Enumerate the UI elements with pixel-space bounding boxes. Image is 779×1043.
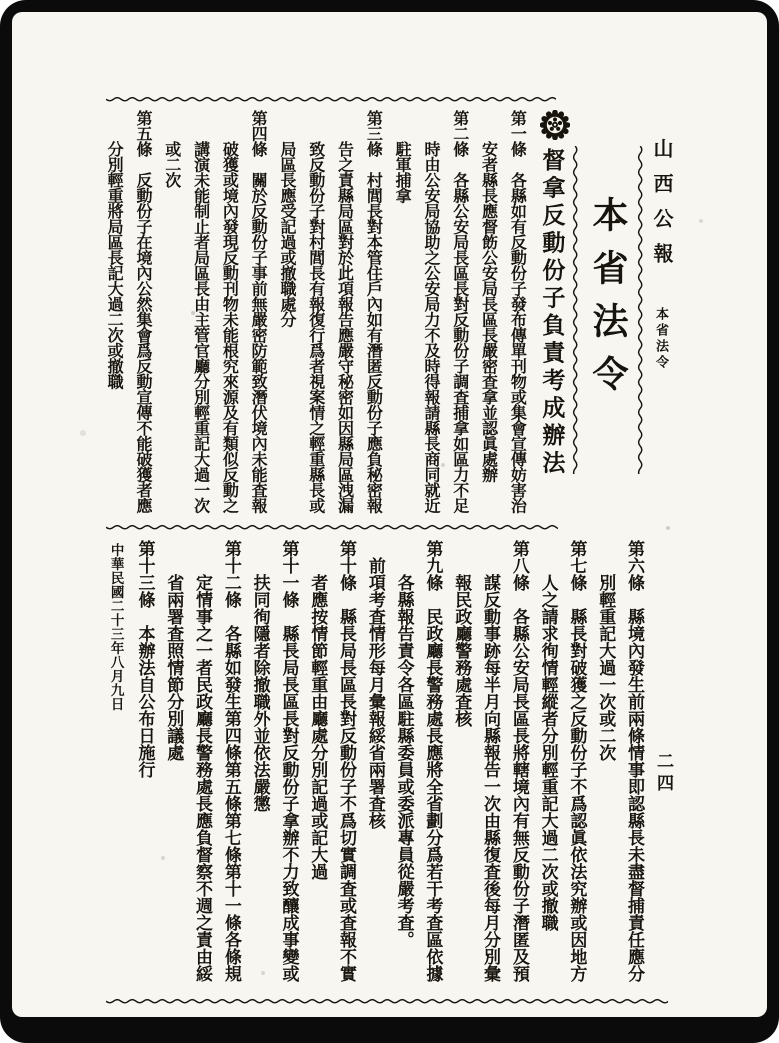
article-paragraph: 第六條 縣境內發生前兩條情事即認縣長未盡督捕責任應分別輕重記大過一次或二次: [596, 540, 644, 982]
wavy-divider-bottom: [106, 998, 668, 1005]
law-text-bottom-block: [100, 540, 648, 986]
article-paragraph: 第五條 反動份子在境內公然集會爲反動宣傳不能破獲者應分別輕重將局區長記大過二次或撤職: [105, 110, 151, 513]
promulgation-date: 中華民國二十三年八月九日: [108, 543, 124, 711]
section-title: 本省法令: [588, 196, 628, 408]
section-title-group: [570, 144, 646, 480]
gazette-page: [12, 12, 767, 1017]
article-paragraph: 第九條 民政廳長警務處長應將全省劃分爲若干考査區依據各縣報告責令各區駐縣委員或委派專員從嚴考査。: [394, 540, 443, 982]
article-paragraph: 第十二條 各縣如發生第四條第五條第七條第十一條各條規定情事之一者民政廳長警務處長應負督察不週之責由綏省兩署査照情節分別議處: [164, 540, 241, 982]
masthead: [646, 138, 676, 398]
wavy-divider-middle: [106, 524, 558, 531]
wavy-rule-left: [572, 146, 579, 474]
folio-number: 二四: [654, 752, 673, 796]
article-paragraph: 第十一條 縣長局長區長對反動份子拿辦不力致釀成事變或扶同徇隱者除撤職外並依法嚴懲: [250, 540, 299, 982]
masthead-section-label: 本省法令: [654, 307, 669, 371]
article-paragraph: 第三條 村閭長對本管住戶內如有潛匿反動份子應負秘密報告之責縣局區對於此項報告應嚴守秘密如因縣局區洩漏致反動份子對村閭長有報復行爲者視案情之輕重縣長或局區長應受記過或撤職處分: [277, 110, 382, 513]
law-text-top-block: [100, 110, 570, 515]
flower-ornament-icon: [540, 110, 570, 140]
article-paragraph: 第十條 縣長局長區長對反動份子不爲切實調査或査報不實者應按情節輕重由廳處分別記過或記大過: [308, 540, 357, 982]
article-paragraph: 第七條 縣長對破獲之反動份子不爲認眞依法究辦或因地方人之請求徇情輕縱者分別輕重記大過二次或撤職: [538, 540, 587, 982]
article-paragraph: 第二條 各縣公安局長區長對反動份子調査捕拿如區力不足時由公安局協助之公安局力不及時得報請縣長商同就近駐軍捕拿: [393, 110, 468, 513]
article-paragraph: 前項考査情形每月彙報綏省兩署査核: [365, 557, 385, 829]
law-title-column: [534, 110, 570, 515]
article-paragraph: 第八條 各縣公安局長區長將轄境內有無反動份子潛匿及預謀反動事跡每半月向縣報告一次由縣復査後每月分別彙報民政廳警務處査核: [452, 540, 529, 982]
article-paragraph: 第十三條 本辦法自公布日施行: [135, 540, 155, 778]
article-paragraph: 第一條 各縣如有反動份子發布傳單刊物或集會宣傳妨害治安者縣長應督飭公安局長區長嚴密査拿並認眞處辦: [479, 110, 526, 513]
wavy-divider-top: [106, 96, 556, 103]
article-paragraph: 第四條 關於反動份子事前無嚴密防範致潛伏境內未能査報破獲或境內發現反動刊物未能根究來源及有類似反動之講演未能制止者局區長由主管官廳分別輕重記大過一次或二次: [162, 110, 267, 513]
gazette-title: 山西公報: [650, 138, 672, 278]
law-title: 督拿反動份子負責考成辦法: [539, 148, 565, 478]
scan-specks: [12, 12, 14, 14]
